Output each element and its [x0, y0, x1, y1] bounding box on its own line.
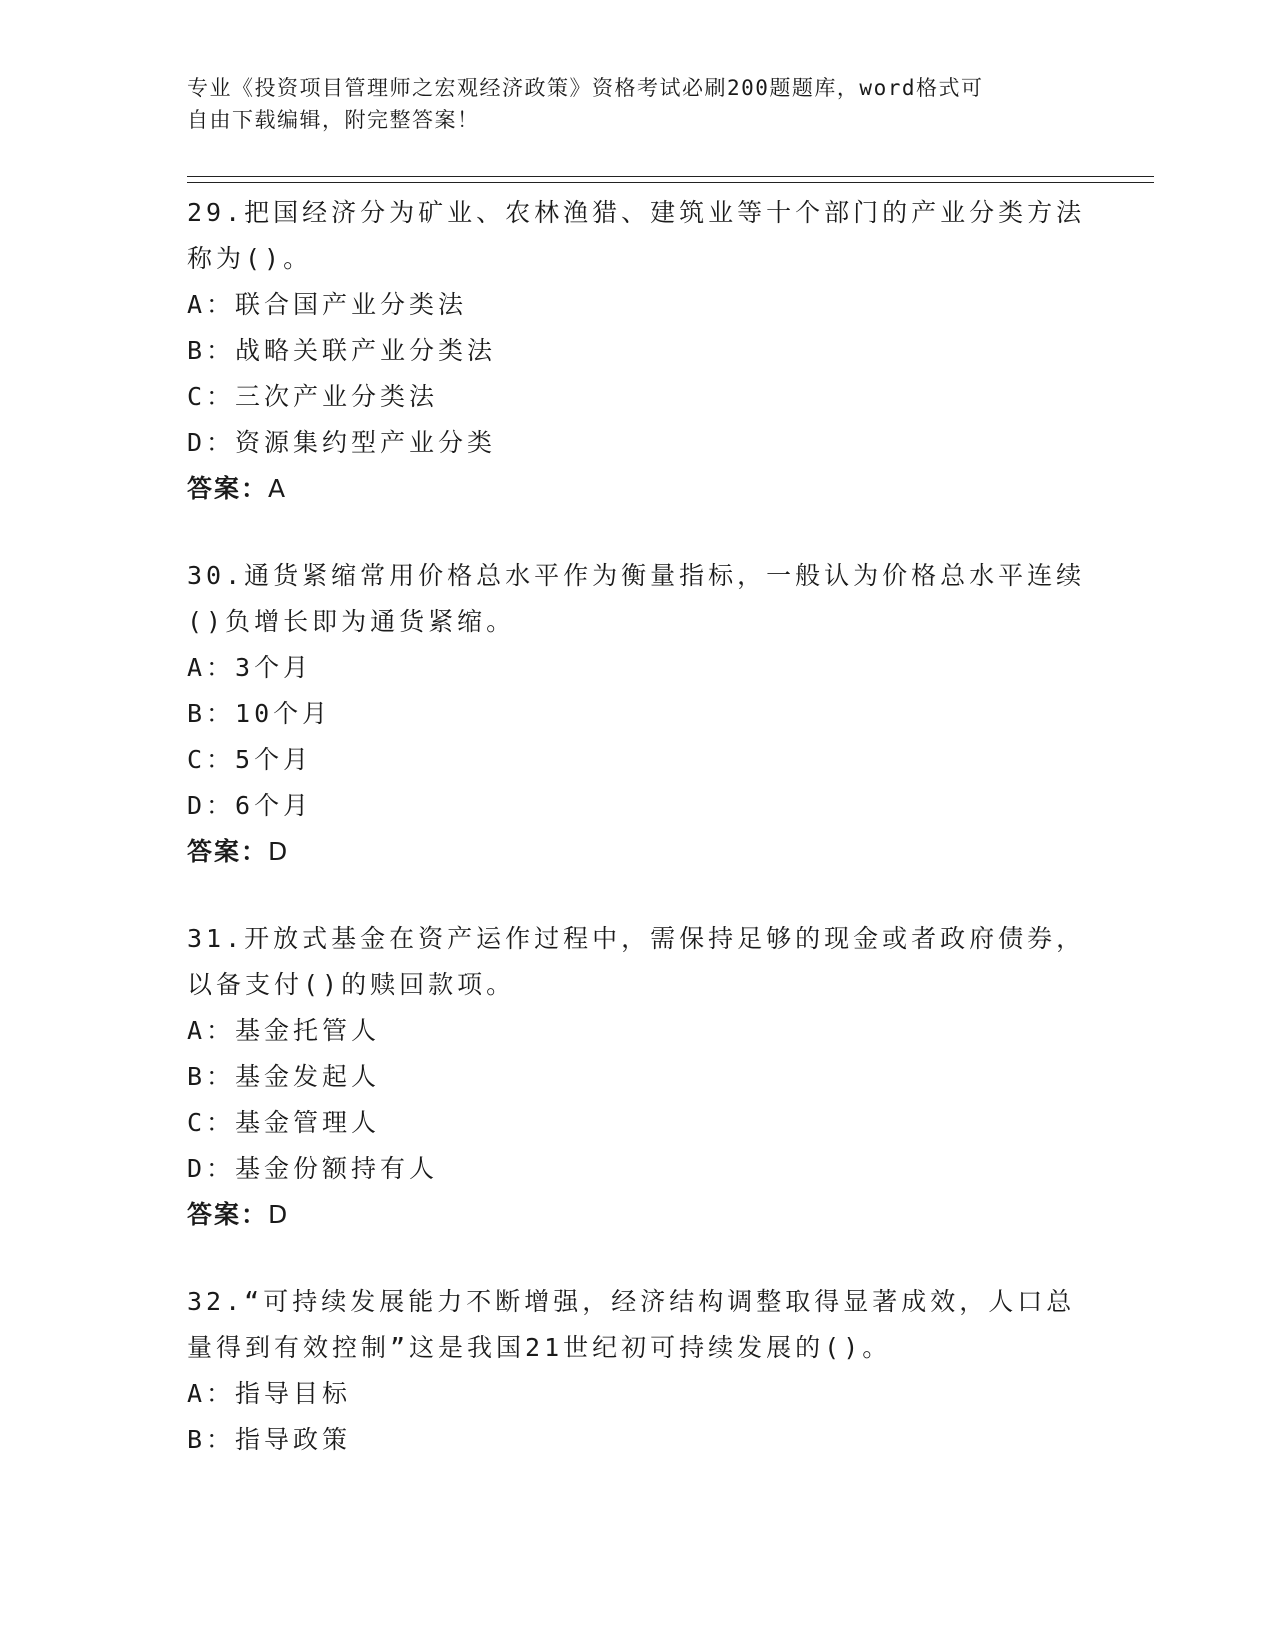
answer-label: 答案：	[187, 837, 269, 866]
option-d: D：资源集约型产业分类	[187, 428, 497, 457]
option-b: B：基金发起人	[187, 1062, 381, 1091]
answer-label: 答案：	[187, 474, 269, 503]
question-31	[187, 916, 1087, 1238]
option-b: B：10个月	[187, 699, 332, 728]
answer-line	[187, 829, 1087, 875]
option-a: A：基金托管人	[187, 1016, 381, 1045]
option-c: C：基金管理人	[187, 1108, 381, 1137]
header-line-2: 自由下载编辑，附完整答案！	[187, 108, 480, 132]
header-line-1: 专业《投资项目管理师之宏观经济政策》资格考试必刷200题题库，word格式可	[187, 76, 984, 100]
answer-value: D	[268, 837, 290, 866]
question-stem-continued: 量得到有效控制”这是我国21世纪初可持续发展的()。	[187, 1333, 892, 1362]
answer-line	[187, 1192, 1087, 1238]
document-header	[187, 72, 1067, 136]
option-a: A：3个月	[187, 653, 313, 682]
question-stem: 29.把国经济分为矿业、农林渔猎、建筑业等十个部门的产业分类方法	[187, 198, 1086, 227]
answer-label: 答案：	[187, 1200, 269, 1229]
header-divider-bottom	[187, 182, 1154, 183]
answer-value: D	[268, 1200, 290, 1229]
answer-line	[187, 466, 1087, 512]
question-spacer	[187, 512, 1087, 553]
option-a: A：指导目标	[187, 1379, 352, 1408]
option-a: A：联合国产业分类法	[187, 290, 468, 319]
question-29	[187, 190, 1087, 512]
question-stem: 31.开放式基金在资产运作过程中，需保持足够的现金或者政府债券，	[187, 924, 1086, 953]
header-divider-top	[187, 176, 1154, 177]
answer-value: A	[268, 474, 288, 503]
question-spacer	[187, 1238, 1087, 1279]
question-stem: 32.“可持续发展能力不断增强，经济结构调整取得显著成效，人口总	[187, 1287, 1076, 1316]
question-list	[187, 190, 1087, 1463]
option-c: C：三次产业分类法	[187, 382, 439, 411]
option-d: D：6个月	[187, 791, 313, 820]
option-b: B：指导政策	[187, 1425, 352, 1454]
option-b: B：战略关联产业分类法	[187, 336, 497, 365]
option-d: D：基金份额持有人	[187, 1154, 439, 1183]
question-stem-continued: 称为()。	[187, 244, 313, 273]
question-stem: 30.通货紧缩常用价格总水平作为衡量指标，一般认为价格总水平连续	[187, 561, 1086, 590]
option-c: C：5个月	[187, 745, 313, 774]
question-32	[187, 1279, 1087, 1463]
question-stem-continued: 以备支付()的赎回款项。	[187, 970, 516, 999]
question-30	[187, 553, 1087, 875]
question-stem-continued: ()负增长即为通货紧缩。	[187, 607, 516, 636]
question-spacer	[187, 875, 1087, 916]
